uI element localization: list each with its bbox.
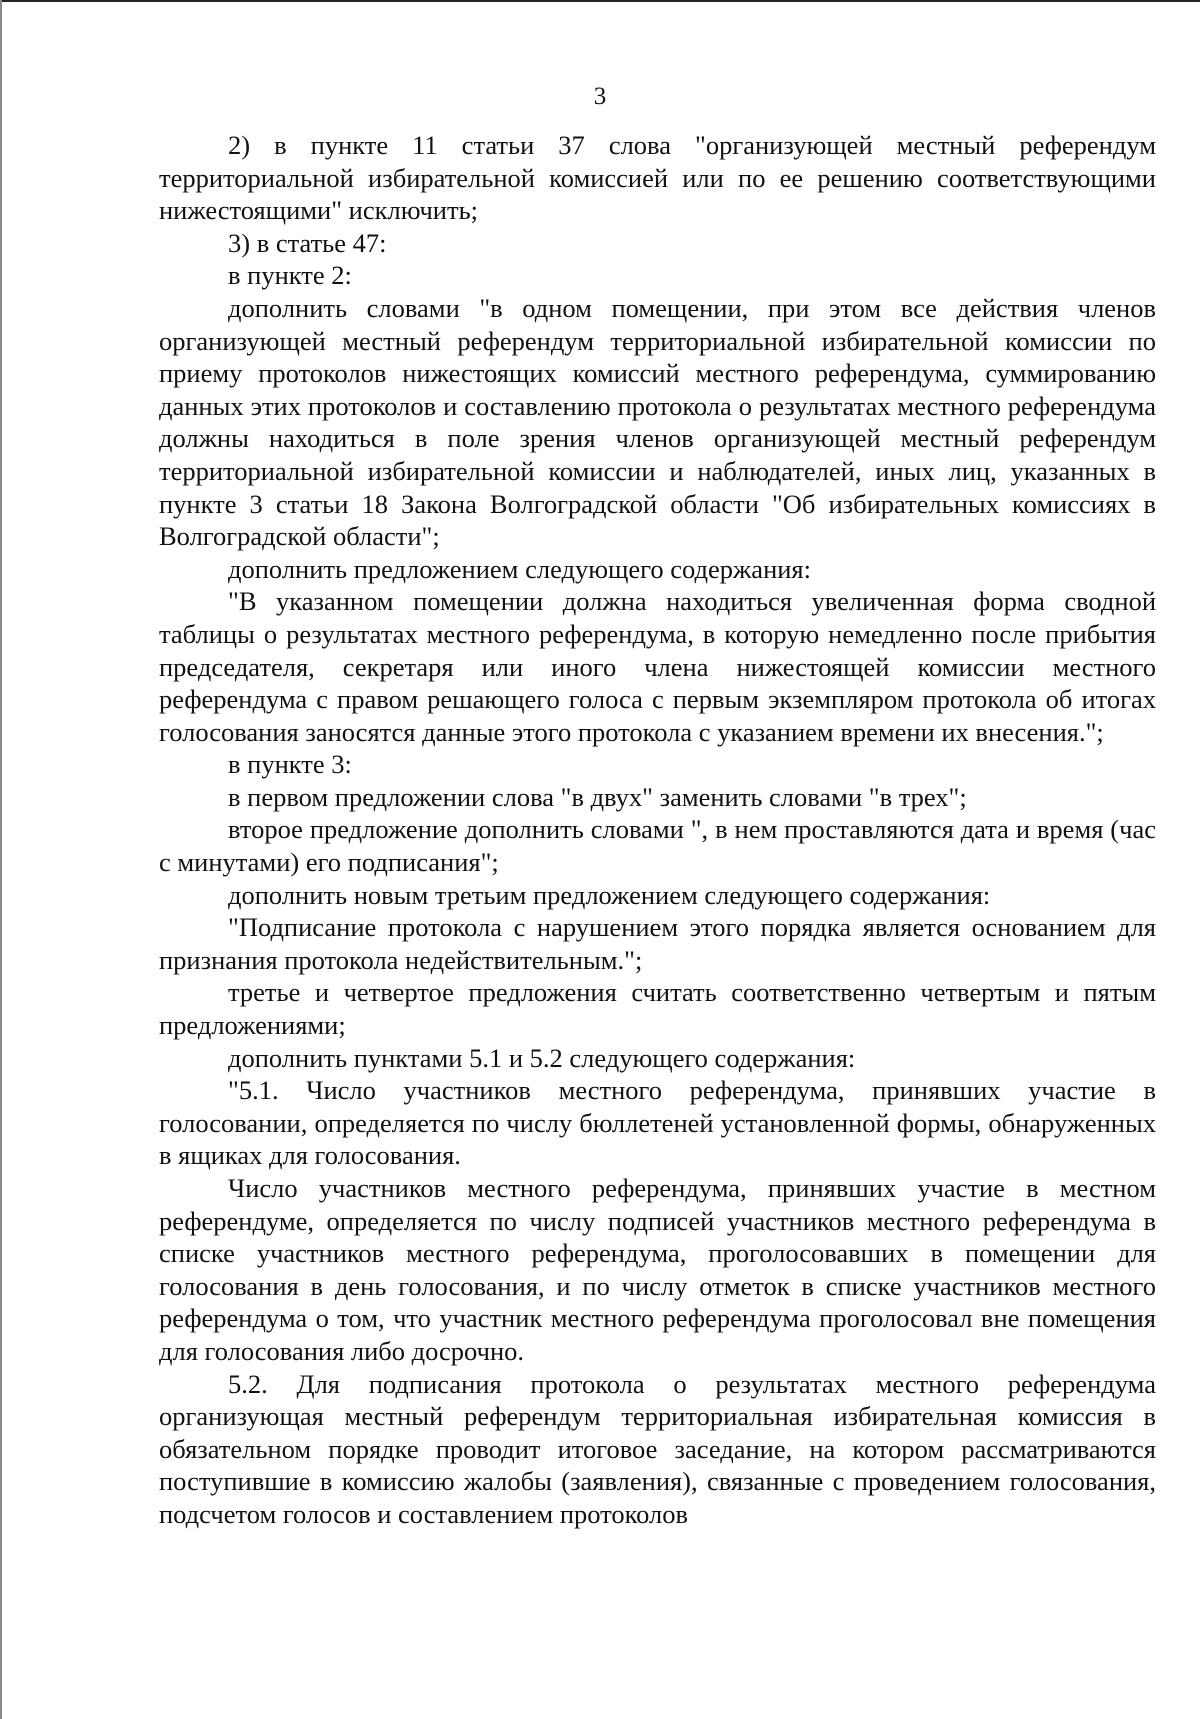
paragraph-quote-summary-table: "В указанном помещении должна находиться увеличенная форма сводной таблицы о результатах местного референдума, в которую немедленно после прибытия председателя, секретаря или иного члена нижестоящей комиссии местного референдума с правом решающего голоса с первым экземпляром протокола об итогах голосования заносятся данные этого протокола с указанием времени их внесения."; — [159, 586, 1156, 747]
paragraph-add-points: дополнить пунктами 5.1 и 5.2 следующего содержания: — [228, 1042, 856, 1073]
page-number: 3 — [593, 83, 607, 110]
paragraph-amendment-room: дополнить словами "в одном помещении, при этом все действия членов организующей местный референдум территориальной избирательной комиссии по приему протоколов нижестоящих комиссий местного референдума, суммированию данных этих протоколов и составлению протокола о результатах местного референдума должны находиться в поле зрения членов организующей местный референдум территориальной избирательной комиссии и наблюдателей, иных лиц, указанных в пункте 3 статьи 18 Закона Волгоградской области "Об избирательных комиссиях в Волгоградской области"; — [159, 292, 1156, 552]
paragraph-point-3: в пункте 3: — [228, 749, 352, 780]
paragraph-item-3: 3) в статье 47: — [228, 227, 387, 258]
paragraph-item-2: 2) в пункте 11 статьи 37 слова "организующей местный референдум территориальной избирательной комиссией или по ее решению соответствующими нижестоящими" исключить; — [159, 130, 1156, 226]
paragraph-second-sentence: второе предложение дополнить словами ", в нем проставляются дата и время (час с минутами) его подписания"; — [159, 814, 1156, 878]
paragraph-add-sentence: дополнить предложением следующего содержания: — [228, 553, 811, 584]
paragraph-quote-signing: "Подписание протокола с нарушением этого порядка является основанием для признания протокола недействительным."; — [159, 912, 1156, 975]
paragraph-point-5-2: 5.2. Для подписания протокола о результатах местного референдума организующая местный референдум территориальная избирательная комиссия в обязательном порядке проводит итоговое заседание, на котором рассматриваются поступившие в комиссию жалобы (заявления), связанные с проведением голосования, подсчетом голосов и составлением протоколов — [159, 1368, 1156, 1529]
document-body — [159, 129, 1156, 1531]
paragraph-participants-count: Число участников местного референдума, принявших участие в местном референдуме, определяется по числу подписей участников местного референдума в списке участников местного референдума, проголосовавших в помещении для голосования в день голосования, и по числу отметок в списке участников местного референдума о том, что участник местного референдума проголосовал вне помещения для голосования либо досрочно. — [159, 1173, 1156, 1366]
paragraph-first-sentence: в первом предложении слова "в двух" заменить словами "в трех"; — [228, 781, 967, 812]
paragraph-renumber-sentences: третье и четвертое предложения считать соответственно четвертым и пятым предложениями; — [159, 977, 1156, 1041]
paragraph-point-2: в пункте 2: — [228, 260, 352, 291]
paragraph-add-third-sentence: дополнить новым третьим предложением следующего содержания: — [228, 879, 991, 910]
paragraph-point-5-1: "5.1. Число участников местного референдума, принявших участие в голосовании, определяется по числу бюллетеней установленной формы, обнаруженных в ящиках для голосования. — [159, 1075, 1156, 1171]
scan-edge-line — [0, 0, 2, 1719]
top-border-line — [0, 0, 1200, 2]
